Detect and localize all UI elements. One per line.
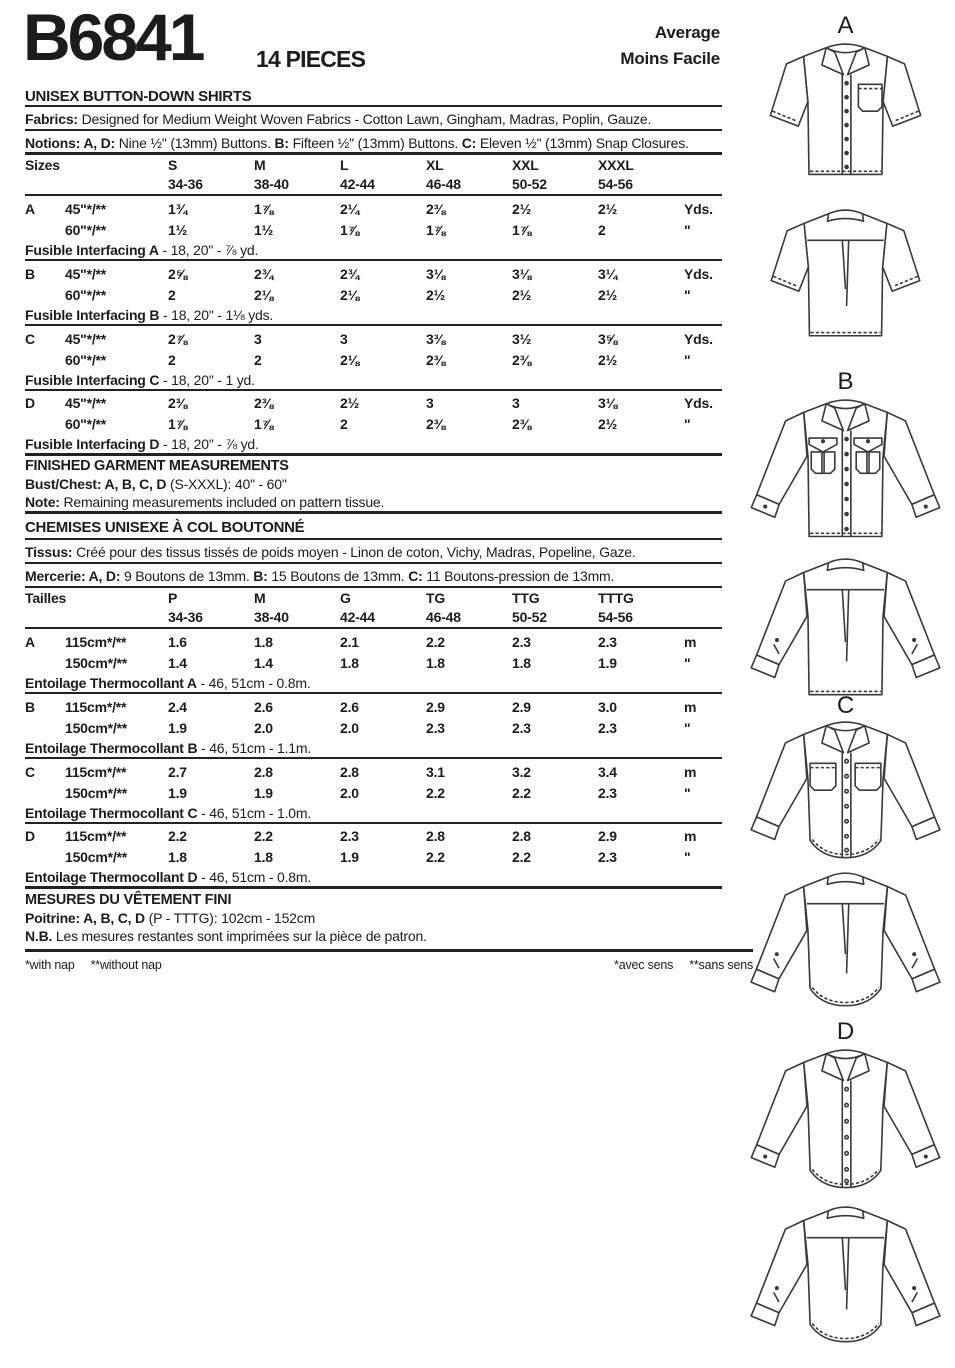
yardage-section-a-en xyxy=(25,196,722,261)
table-cell: 42-44 xyxy=(340,609,375,625)
finished-measurements-en xyxy=(25,456,722,514)
size-table-header-fr xyxy=(25,588,722,629)
table-cell: 2.3 xyxy=(512,720,531,736)
table-cell: 1.9 xyxy=(168,720,187,736)
table-cell: 1.8 xyxy=(426,655,445,671)
yardage-row xyxy=(25,632,722,653)
table-cell: 46-48 xyxy=(426,176,461,192)
view-a-label: A xyxy=(837,12,854,39)
yardage-values xyxy=(168,393,684,414)
view-b-label: B xyxy=(837,368,854,395)
yardage-values xyxy=(168,220,684,241)
table-cell: 38-40 xyxy=(254,609,289,625)
table-cell: 3 xyxy=(512,395,520,411)
table-cell: 2½ xyxy=(598,201,618,217)
nap-footnote-en xyxy=(25,958,162,972)
footer xyxy=(25,949,753,972)
finished-heading: FINISHED GARMENT MEASUREMENTS xyxy=(25,458,289,474)
table-cell: 3⅜ xyxy=(426,331,446,347)
table-cell: 1⅞ xyxy=(512,222,532,238)
fabric-width: 45"*/** xyxy=(65,201,107,217)
yardage-values xyxy=(168,264,684,285)
yardage-row xyxy=(25,718,722,739)
table-cell: 2.2 xyxy=(426,849,445,865)
bust-chest-line: Bust/Chest: A, B, C, D (S-XXXL): 40" - 60" xyxy=(25,476,287,492)
shirt-b-front-drawing xyxy=(738,392,953,544)
table-cell: 3⅛ xyxy=(426,266,446,282)
table-cell: 2⅝ xyxy=(168,266,188,282)
yardage-values xyxy=(168,762,684,783)
table-cell: 50-52 xyxy=(512,609,547,625)
table-cell: 1.9 xyxy=(168,785,187,801)
interfacing-note: Fusible Interfacing A - 18, 20" - ⅞ yd. xyxy=(25,242,259,258)
unit-label: " xyxy=(684,352,691,368)
fabric-width: 45"*/** xyxy=(65,266,107,282)
table-cell: 1½ xyxy=(168,222,188,238)
yardage-values xyxy=(168,329,684,350)
table-cell: 2 xyxy=(168,352,176,368)
fabric-width: 150cm*/** xyxy=(65,655,128,671)
unit-label: " xyxy=(684,222,691,238)
table-cell: 1⅞ xyxy=(254,416,274,432)
table-cell: 3⅝ xyxy=(598,331,618,347)
yardage-values xyxy=(168,199,684,220)
table-cell: 2⅜ xyxy=(168,395,188,411)
table-cell: 2¾ xyxy=(254,266,274,282)
table-cell: 1.8 xyxy=(254,849,273,865)
table-cell: 2.3 xyxy=(598,720,617,736)
table-cell: 2.3 xyxy=(598,849,617,865)
yardage-values xyxy=(168,414,684,435)
mercerie-line: Mercerie: A, D: 9 Boutons de 13mm. B: 15 Boutons de 13mm. C: 11 Boutons-pression de 13mm. xyxy=(25,564,722,588)
table-cell: XL xyxy=(426,157,444,173)
table-cell: 1.4 xyxy=(168,655,187,671)
unit-label: Yds. xyxy=(684,201,713,217)
yardage-values xyxy=(168,653,684,674)
table-cell: 2.8 xyxy=(254,764,273,780)
table-cell: 54-56 xyxy=(598,176,633,192)
english-title: UNISEX BUTTON-DOWN SHIRTS xyxy=(25,84,722,107)
table-cell: 3.4 xyxy=(598,764,617,780)
table-cell: 2.2 xyxy=(426,785,445,801)
shirt-c-back-drawing xyxy=(738,864,953,1010)
table-cell: 2 xyxy=(340,416,348,432)
fabric-width: 60"*/** xyxy=(65,222,107,238)
table-cell: 2¼ xyxy=(340,201,360,217)
table-cell: 2.3 xyxy=(426,720,445,736)
table-cell: 2½ xyxy=(426,287,446,303)
envelope-back xyxy=(25,0,722,946)
table-cell: 1.6 xyxy=(168,634,187,650)
shirt-a-front-drawing xyxy=(738,36,953,182)
unit-label: " xyxy=(684,720,691,736)
yardage-row xyxy=(25,329,722,350)
yardage-values xyxy=(168,826,684,847)
unit-label: Yds. xyxy=(684,395,713,411)
table-cell: 1.9 xyxy=(254,785,273,801)
view-letter: A xyxy=(25,201,35,217)
table-cell: 2.1 xyxy=(340,634,359,650)
unit-label: " xyxy=(684,287,691,303)
table-cell: 3.2 xyxy=(512,764,531,780)
view-d-label: D xyxy=(836,1018,855,1045)
difficulty-rating xyxy=(620,20,720,72)
fabric-width: 115cm*/** xyxy=(65,634,127,650)
unit-label: m xyxy=(684,634,697,650)
table-cell: 1.9 xyxy=(598,655,617,671)
view-letter: B xyxy=(25,266,35,282)
size-names xyxy=(168,156,684,175)
yardage-row xyxy=(25,697,722,718)
unit-label: Yds. xyxy=(684,266,713,282)
yardage-row xyxy=(25,220,722,241)
table-cell: 2½ xyxy=(598,287,618,303)
unit-label: Yds. xyxy=(684,331,713,347)
table-cell: 3½ xyxy=(512,331,532,347)
note-line: Note: Remaining measurements included on pattern tissue. xyxy=(25,494,385,510)
fabric-width: 115cm*/** xyxy=(65,699,127,715)
table-cell: 2.0 xyxy=(254,720,273,736)
yardage-row xyxy=(25,264,722,285)
table-cell: 2.3 xyxy=(512,634,531,650)
table-cell: 1.8 xyxy=(168,849,187,865)
interfacing-note: Entoilage Thermocollant A - 46, 51cm - 0.8m. xyxy=(25,675,311,691)
table-cell: M xyxy=(254,157,266,173)
fabric-width: 45"*/** xyxy=(65,395,107,411)
without-nap-note: **without nap xyxy=(90,958,162,972)
tissus-line: Tissus: Créé pour des tissus tissés de poids moyen - Linon de coton, Vichy, Madras, Popeline, Gaze. xyxy=(25,540,722,564)
fabric-width: 60"*/** xyxy=(65,287,107,303)
table-cell: 2 xyxy=(254,352,262,368)
nap-footnote-fr xyxy=(614,958,753,972)
fabric-width: 150cm*/** xyxy=(65,849,128,865)
table-cell: 2⅜ xyxy=(426,201,446,217)
fabric-width: 150cm*/** xyxy=(65,785,128,801)
table-cell: 1⅞ xyxy=(426,222,446,238)
table-cell: 2 xyxy=(168,287,176,303)
table-cell: 1.4 xyxy=(254,655,273,671)
yardage-section-d-fr xyxy=(25,824,722,889)
table-cell: 38-40 xyxy=(254,176,289,192)
fabric-width: 115cm*/** xyxy=(65,764,127,780)
yardage-row xyxy=(25,653,722,674)
yardage-section-d-en xyxy=(25,391,722,456)
table-cell: 2½ xyxy=(512,287,532,303)
table-cell: 2.8 xyxy=(340,764,359,780)
table-cell: 3¼ xyxy=(598,266,618,282)
table-cell: XXL xyxy=(512,157,539,173)
table-cell: 2.3 xyxy=(340,828,359,844)
table-cell: 2⅛ xyxy=(340,287,360,303)
table-cell: 2¾ xyxy=(340,266,360,282)
yardage-row xyxy=(25,414,722,435)
table-cell: 54-56 xyxy=(598,609,633,625)
table-cell: 3.0 xyxy=(598,699,617,715)
shirt-d-back-drawing xyxy=(738,1198,953,1346)
difficulty-english: Average xyxy=(654,23,720,42)
table-cell: 3⅛ xyxy=(512,266,532,282)
table-cell: 2.8 xyxy=(426,828,445,844)
yardage-row xyxy=(25,285,722,306)
yardage-row xyxy=(25,199,722,220)
poitrine-line: Poitrine: A, B, C, D (P - TTTG): 102cm - 152cm xyxy=(25,910,316,926)
view-letter: B xyxy=(25,699,35,715)
table-cell: 2.3 xyxy=(598,785,617,801)
table-cell: 2.0 xyxy=(340,785,359,801)
table-cell: 2.2 xyxy=(254,828,273,844)
yardage-values xyxy=(168,847,684,868)
size-table-header-en xyxy=(25,155,722,196)
table-cell: 1⅞ xyxy=(254,201,274,217)
table-cell: G xyxy=(340,590,351,606)
yardage-row xyxy=(25,762,722,783)
yardage-values xyxy=(168,718,684,739)
table-cell: 2.6 xyxy=(254,699,273,715)
view-letter: C xyxy=(25,764,35,780)
table-cell: 46-48 xyxy=(426,609,461,625)
table-cell: 2½ xyxy=(598,416,618,432)
yardage-row xyxy=(25,350,722,371)
interfacing-note: Entoilage Thermocollant B - 46, 51cm - 1.1m. xyxy=(25,740,312,756)
table-cell: 2.8 xyxy=(512,828,531,844)
table-cell: 2.4 xyxy=(168,699,187,715)
table-cell: 34-36 xyxy=(168,609,203,625)
view-letter: A xyxy=(25,634,35,650)
sans-sens-note: **sans sens xyxy=(689,958,753,972)
interfacing-note: Entoilage Thermocollant D - 46, 51cm - 0.8m. xyxy=(25,869,312,885)
table-cell: 2.0 xyxy=(340,720,359,736)
table-cell: 2.9 xyxy=(426,699,445,715)
table-cell: TTTG xyxy=(598,590,634,606)
size-ranges xyxy=(168,175,684,194)
table-cell: 2.2 xyxy=(168,828,187,844)
shirt-b-back-drawing xyxy=(738,550,953,700)
mesures-heading: MESURES DU VÊTEMENT FINI xyxy=(25,892,232,908)
table-cell: 2.9 xyxy=(512,699,531,715)
yardage-section-c-en xyxy=(25,326,722,391)
fabric-width: 115cm*/** xyxy=(65,828,127,844)
table-cell: 1.8 xyxy=(254,634,273,650)
masthead xyxy=(25,0,722,84)
table-cell: P xyxy=(168,590,178,606)
fabrics-line: Fabrics: Designed for Medium Weight Woven Fabrics - Cotton Lawn, Gingham, Madras, Poplin, Gauze. xyxy=(25,107,722,131)
yardage-row xyxy=(25,826,722,847)
view-c-label: C xyxy=(836,692,855,719)
table-cell: 2½ xyxy=(340,395,360,411)
shirt-d-front-drawing xyxy=(738,1042,953,1194)
shirt-c-front-drawing xyxy=(738,714,953,862)
table-cell: 2⅜ xyxy=(426,352,446,368)
table-cell: 2 xyxy=(598,222,606,238)
table-cell: 2⅜ xyxy=(254,395,274,411)
table-cell: 2⅜ xyxy=(512,416,532,432)
unit-label: " xyxy=(684,785,691,801)
shirt-a-back-drawing xyxy=(738,200,953,340)
finished-measurements-fr xyxy=(25,889,722,946)
nb-line: N.B. Les mesures restantes sont imprimées sur la pièce de patron. xyxy=(25,928,427,944)
table-cell: 3 xyxy=(426,395,434,411)
yardage-section-a-fr xyxy=(25,629,722,694)
table-cell: 2.2 xyxy=(512,785,531,801)
table-cell: 2.9 xyxy=(598,828,617,844)
notions-line: Notions: A, D: Nine ½" (13mm) Buttons. B: Fifteen ½" (13mm) Buttons. C: Eleven ½" (13mm) Snap Closures. xyxy=(25,131,722,155)
table-cell: 2.2 xyxy=(426,634,445,650)
table-cell: 1¾ xyxy=(168,201,188,217)
unit-label: m xyxy=(684,828,697,844)
interfacing-note: Fusible Interfacing C - 18, 20" - 1 yd. xyxy=(25,372,255,388)
table-cell: 2⅜ xyxy=(426,416,446,432)
table-cell: 3 xyxy=(254,331,262,347)
table-cell: 2⅜ xyxy=(512,352,532,368)
unit-label: " xyxy=(684,849,691,865)
table-cell: 2.7 xyxy=(168,764,187,780)
fabric-width: 150cm*/** xyxy=(65,720,128,736)
tailles-label: Tailles xyxy=(25,590,67,606)
fabric-width: 60"*/** xyxy=(65,352,107,368)
table-cell: 34-36 xyxy=(168,176,203,192)
size-ranges xyxy=(168,608,684,627)
table-cell: TTG xyxy=(512,590,540,606)
difficulty-french: Moins Facile xyxy=(620,49,720,68)
table-cell: 3 xyxy=(340,331,348,347)
view-letter: D xyxy=(25,828,35,844)
fabric-width: 60"*/** xyxy=(65,416,107,432)
yardage-section-b-fr xyxy=(25,694,722,759)
table-cell: 2.2 xyxy=(512,849,531,865)
yardage-values xyxy=(168,697,684,718)
table-cell: 42-44 xyxy=(340,176,375,192)
yardage-row xyxy=(25,847,722,868)
table-cell: 3.1 xyxy=(426,764,445,780)
view-letter: C xyxy=(25,331,35,347)
table-cell: 50-52 xyxy=(512,176,547,192)
size-names xyxy=(168,589,684,608)
table-cell: 2⅞ xyxy=(168,331,188,347)
unit-label: m xyxy=(684,699,697,715)
table-cell: 1.8 xyxy=(512,655,531,671)
yardage-values xyxy=(168,632,684,653)
table-cell: 1.9 xyxy=(340,849,359,865)
avec-sens-note: *avec sens xyxy=(614,958,674,972)
yardage-values xyxy=(168,285,684,306)
sizes-label: Sizes xyxy=(25,157,60,173)
unit-label: m xyxy=(684,764,697,780)
french-title: CHEMISES UNISEXE À COL BOUTONNÉ xyxy=(25,514,722,540)
yardage-section-b-en xyxy=(25,261,722,326)
yardage-row xyxy=(25,783,722,804)
interfacing-note: Fusible Interfacing B - 18, 20" - 1⅛ yds. xyxy=(25,307,274,323)
table-cell: 1⅞ xyxy=(168,416,188,432)
table-cell: 1.8 xyxy=(340,655,359,671)
table-cell: 2½ xyxy=(512,201,532,217)
yardage-values xyxy=(168,350,684,371)
yardage-section-c-fr xyxy=(25,759,722,824)
table-cell: 1½ xyxy=(254,222,274,238)
table-cell: 3⅛ xyxy=(598,395,618,411)
table-cell: TG xyxy=(426,590,446,606)
pattern-number: B6841 xyxy=(23,0,203,74)
table-cell: 2½ xyxy=(598,352,618,368)
table-cell: 1⅞ xyxy=(340,222,360,238)
interfacing-note: Entoilage Thermocollant C - 46, 51cm - 1.0m. xyxy=(25,805,312,821)
table-cell: 2.6 xyxy=(340,699,359,715)
table-cell: 2⅛ xyxy=(340,352,360,368)
with-nap-note: *with nap xyxy=(25,958,75,972)
table-cell: M xyxy=(254,590,266,606)
yardage-values xyxy=(168,783,684,804)
fabric-width: 45"*/** xyxy=(65,331,107,347)
table-cell: S xyxy=(168,157,178,173)
table-cell: 2⅛ xyxy=(254,287,274,303)
unit-label: " xyxy=(684,655,691,671)
pieces-count: 14 PIECES xyxy=(256,46,366,72)
unit-label: " xyxy=(684,416,691,432)
table-cell: XXXL xyxy=(598,157,634,173)
view-letter: D xyxy=(25,395,35,411)
interfacing-note: Fusible Interfacing D - 18, 20" - ⅞ yd. xyxy=(25,436,259,452)
table-cell: L xyxy=(340,157,349,173)
table-cell: 2.3 xyxy=(598,634,617,650)
yardage-row xyxy=(25,393,722,414)
